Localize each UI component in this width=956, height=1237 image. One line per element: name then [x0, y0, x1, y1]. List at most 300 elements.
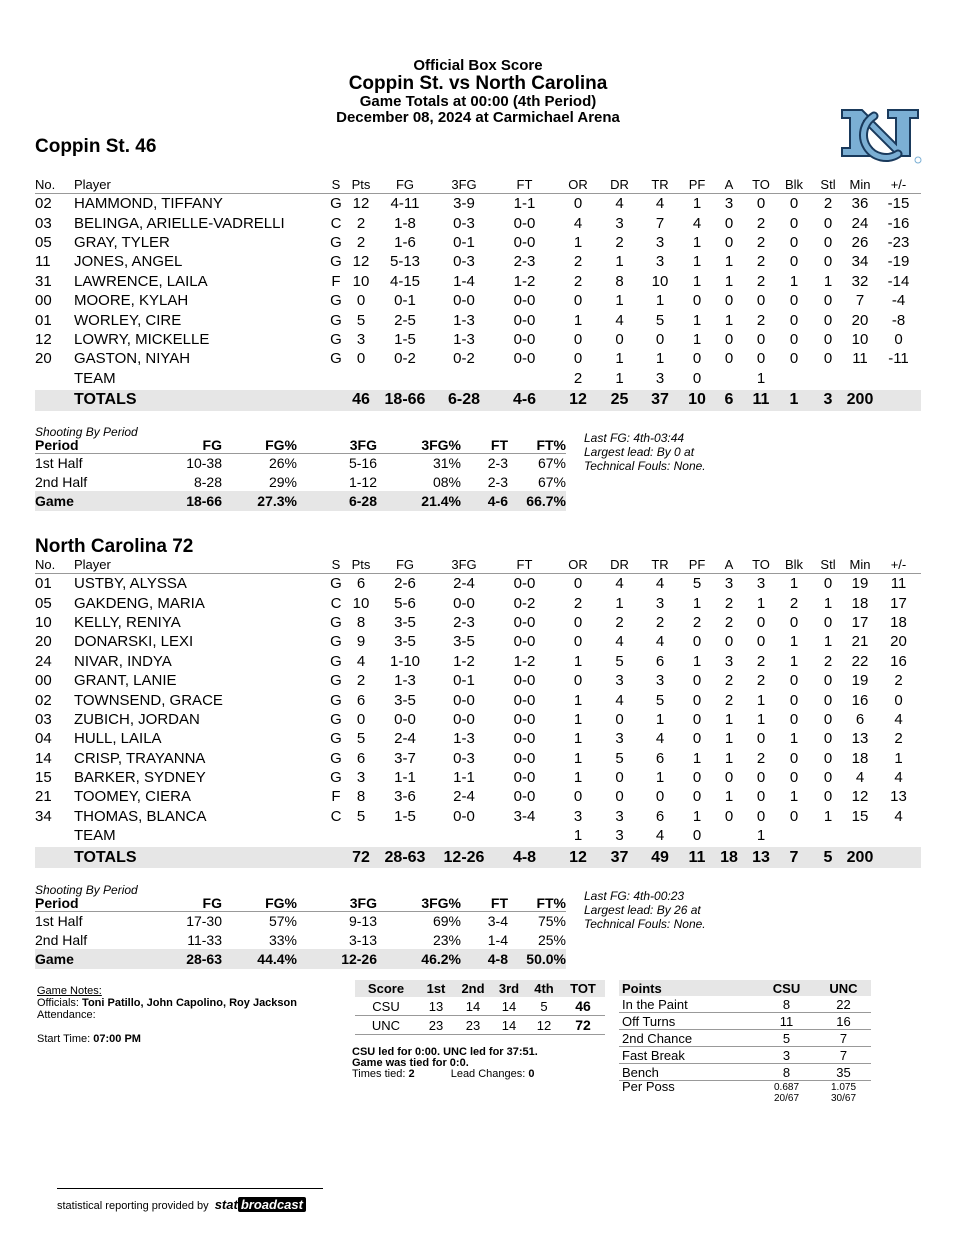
stat-cell: 00	[35, 292, 52, 310]
stat-cell: 3	[573, 807, 583, 825]
stat-cell: 0	[789, 311, 799, 329]
stat-cell	[776, 826, 812, 845]
stat-cell: JONES, ANGEL	[74, 253, 183, 271]
away-technicals: Technical Fouls: None.	[584, 459, 706, 473]
score-cell: 14	[491, 1016, 527, 1035]
box-header-row	[35, 176, 921, 194]
stat-cell: C	[330, 214, 342, 232]
stat-cell: GRANT, LANIE	[74, 672, 177, 690]
score-col-header: 1st	[417, 980, 455, 997]
stat-cell: 1	[573, 749, 583, 767]
stat-cell: 0	[573, 350, 583, 368]
col-header: +/-	[876, 556, 921, 574]
totals-cell	[876, 847, 921, 868]
player-row	[35, 613, 921, 632]
stat-cell: G	[330, 652, 342, 670]
stat-cell: 4	[615, 633, 624, 651]
shooting-game-row	[35, 491, 566, 511]
stat-cell: 3	[655, 233, 665, 251]
score-col-header: TOT	[561, 980, 605, 997]
stat-cell: 0-1	[453, 233, 475, 251]
points-cell: 8	[757, 996, 813, 1013]
points-row	[619, 1030, 871, 1047]
col-header: Pts	[346, 556, 376, 574]
stat-cell: 0	[789, 292, 799, 310]
stat-cell: 21	[851, 633, 869, 651]
points-cell: Fast Break	[619, 1047, 757, 1064]
shooting-row	[35, 473, 566, 492]
stat-cell: 8	[356, 788, 366, 806]
stat-cell: 10	[352, 594, 370, 612]
col-header: TO	[746, 556, 776, 574]
shooting-col-header: 3FG%	[377, 895, 461, 912]
stat-cell: 0	[724, 233, 734, 251]
stat-cell	[326, 369, 346, 388]
away-game-notes	[584, 431, 706, 473]
stat-cell: G	[330, 613, 342, 631]
stat-cell: 10	[352, 272, 370, 290]
stat-cell: 3	[724, 575, 734, 593]
stat-cell: 0	[823, 214, 833, 232]
totals-cell: 49	[638, 847, 682, 868]
stat-cell: 0	[823, 788, 833, 806]
stat-cell: 1	[655, 769, 665, 787]
stat-cell: 1-4	[453, 272, 475, 290]
totals-cell: 25	[601, 390, 638, 411]
game-notes-block	[37, 985, 337, 1045]
stat-cell: 0-0	[453, 807, 475, 825]
stat-cell: 0	[789, 233, 799, 251]
shooting-col-header: FG%	[222, 437, 297, 454]
score-cell: 23	[417, 1016, 455, 1035]
stat-cell: 0	[573, 788, 583, 806]
player-row	[35, 272, 921, 291]
stat-cell: 2	[756, 272, 766, 290]
stat-cell: 0-0	[513, 633, 536, 651]
totals-cell: 72	[346, 847, 376, 868]
shooting-cell: 2nd Half	[35, 931, 88, 948]
stat-cell: 0-0	[453, 710, 475, 728]
stat-cell: 0	[789, 749, 799, 767]
stat-cell: 2	[573, 272, 583, 290]
shooting-cell: 66.7%	[508, 491, 566, 511]
stat-cell: 0	[692, 710, 702, 728]
per-poss-csu	[757, 1081, 813, 1106]
stat-cell	[844, 369, 876, 388]
stat-cell: 0-0	[394, 710, 416, 728]
stat-cell: 1	[756, 710, 766, 728]
shooting-cell: 1-4	[487, 931, 508, 948]
stat-cell: 2	[356, 672, 366, 690]
stat-cell: 5	[356, 730, 366, 748]
player-row	[35, 574, 921, 594]
stat-cell: 3-5	[394, 691, 416, 709]
stat-cell	[812, 369, 844, 388]
stat-cell: 0	[756, 613, 766, 631]
score-header-row	[355, 980, 605, 997]
stat-cell: 0-0	[513, 730, 536, 748]
player-row	[35, 690, 921, 709]
stat-cell: 1-2	[513, 272, 536, 290]
player-row	[35, 807, 921, 826]
stat-cell: 3-4	[513, 807, 536, 825]
stat-cell: 0	[823, 672, 833, 690]
stat-cell: 0	[756, 769, 766, 787]
stat-cell: 3-5	[453, 633, 475, 651]
stat-cell: 19	[851, 672, 869, 690]
stat-cell: 0-0	[513, 575, 536, 593]
stat-cell: 3-6	[394, 788, 416, 806]
shooting-cell: 50.0%	[508, 949, 566, 969]
player-row	[35, 369, 921, 388]
stat-cell: 6	[356, 575, 366, 593]
stat-cell: 2	[789, 594, 799, 612]
stat-cell: 3	[615, 807, 624, 825]
shooting-col-header: FT%	[508, 437, 566, 454]
stat-cell: DONARSKI, LEXI	[74, 633, 194, 651]
stat-cell: 14	[35, 749, 52, 767]
shooting-cell: 75%	[537, 913, 566, 930]
stat-cell: 12	[352, 253, 370, 271]
stat-cell: 0	[573, 330, 583, 348]
totals-cell: 6-28	[434, 390, 494, 411]
stat-cell: 1	[692, 233, 702, 251]
stat-cell: NIVAR, INDYA	[74, 652, 172, 670]
stat-cell: 0	[724, 633, 734, 651]
stat-cell: 0-0	[513, 233, 536, 251]
col-header: No.	[35, 556, 74, 574]
stat-cell: 3	[655, 369, 665, 387]
stat-cell: 0	[615, 330, 624, 348]
shooting-cell: 2-3	[487, 473, 508, 490]
stat-cell: 0	[724, 350, 734, 368]
stat-cell: 0	[356, 292, 366, 310]
stat-cell: 22	[851, 652, 869, 670]
away-shooting-by-period	[35, 437, 566, 511]
stat-cell: 2-4	[453, 788, 475, 806]
stat-cell: 4	[855, 769, 865, 787]
shooting-col-header: FG	[145, 895, 222, 912]
stat-cell: -4	[891, 292, 906, 310]
stat-cell: 18	[851, 749, 869, 767]
stat-cell: 7	[655, 214, 665, 232]
stat-cell: 0	[615, 769, 624, 787]
stat-cell: 12	[851, 788, 869, 806]
stat-cell: 1	[692, 807, 702, 825]
shooting-col-header: Period	[35, 437, 145, 454]
stat-cell: 0	[756, 788, 766, 806]
stat-cell: 0	[823, 769, 833, 787]
col-header: 3FG	[434, 556, 494, 574]
stat-cell: 1	[573, 233, 583, 251]
stat-cell: 0	[692, 730, 702, 748]
stat-cell: 05	[35, 594, 52, 612]
stat-cell: 1	[724, 272, 734, 290]
stat-cell: 0	[615, 788, 624, 806]
stat-cell: G	[330, 350, 342, 368]
stat-cell: 0-0	[513, 292, 536, 310]
stat-cell: 1	[823, 807, 833, 825]
shooting-cell: 17-30	[186, 913, 222, 930]
stat-cell: 1	[573, 652, 583, 670]
stat-cell: 1	[573, 730, 583, 748]
stat-cell: 4	[894, 807, 903, 825]
stat-cell: 5	[356, 311, 366, 329]
stat-cell	[776, 369, 812, 388]
stat-cell: 9	[356, 633, 366, 651]
stat-cell: 2	[823, 195, 833, 213]
score-row	[355, 1016, 605, 1035]
stat-cell: 0-0	[513, 613, 536, 631]
stat-cell: 0	[789, 350, 799, 368]
stat-cell: 34	[851, 253, 869, 271]
stat-cell: 0	[894, 330, 903, 348]
points-cell: Per Poss	[622, 1079, 675, 1094]
stat-cell: 0	[789, 807, 799, 825]
totals-cell: 7	[776, 847, 812, 868]
stat-cell: 2	[756, 214, 766, 232]
totals-cell: 11	[746, 390, 776, 411]
stat-cell: 3-5	[394, 633, 416, 651]
away-largest-lead: Largest lead: By 0 at	[584, 445, 695, 459]
stat-cell: 1	[615, 350, 624, 368]
score-by-period	[355, 980, 605, 1035]
officials-line: Officials: Toni Patillo, John Capolino, Roy Jackson	[37, 997, 297, 1009]
stat-cell: 0-3	[453, 253, 475, 271]
stat-cell: 2	[573, 253, 583, 271]
stat-cell: 0	[356, 350, 366, 368]
stat-cell: 02	[35, 195, 52, 213]
stat-cell: 0	[692, 292, 702, 310]
points-row	[619, 1047, 871, 1064]
points-cell: 8	[757, 1064, 813, 1081]
shooting-cell: 08%	[432, 473, 461, 490]
stat-cell: 0	[756, 807, 766, 825]
shooting-cell: 67%	[537, 473, 566, 490]
stat-cell: G	[330, 575, 342, 593]
led-for-line: CSU led for 0:00. UNC led for 37:51.	[352, 1046, 538, 1058]
stat-cell: 1-10	[389, 652, 421, 670]
points-cell: 11	[757, 1013, 813, 1030]
totals-cell: 37	[601, 847, 638, 868]
stat-cell: 1	[573, 769, 583, 787]
stat-cell: ZUBICH, JORDAN	[74, 710, 200, 728]
stat-cell: 2	[692, 613, 702, 631]
col-header: Blk	[776, 556, 812, 574]
stat-cell: 02	[35, 691, 52, 709]
points-cell: 7	[813, 1030, 871, 1047]
stat-cell: 6	[655, 807, 665, 825]
stat-cell: 8	[615, 272, 624, 290]
totals-cell: 4-8	[494, 847, 555, 868]
player-row	[35, 729, 921, 748]
home-technicals: Technical Fouls: None.	[584, 917, 706, 931]
shooting-cell: 25%	[537, 931, 566, 948]
stat-cell: 2	[573, 369, 583, 387]
stat-cell: F	[331, 788, 341, 806]
points-col-header: CSU	[757, 980, 813, 996]
stat-cell: C	[330, 594, 342, 612]
stat-cell: 11	[852, 350, 868, 368]
stat-cell: 1	[789, 272, 799, 290]
stat-cell: 0	[789, 330, 799, 348]
per-poss-csu-fraction: 20/67	[773, 1093, 800, 1104]
shooting-cell: 9-13	[348, 913, 377, 930]
col-header: A	[712, 176, 746, 194]
shooting-cell: 4-8	[461, 949, 508, 969]
stat-cell: 5	[615, 652, 624, 670]
stat-cell: 2-4	[394, 730, 416, 748]
shooting-cell: 29%	[268, 473, 297, 490]
totals-cell: 10	[682, 390, 712, 411]
stat-cell: 0	[692, 369, 702, 387]
stat-cell: 1	[655, 292, 665, 310]
stat-cell: G	[330, 710, 342, 728]
stat-cell: 1	[724, 311, 734, 329]
totals-cell: 18	[712, 847, 746, 868]
stat-cell: -16	[887, 214, 910, 232]
stat-cell: 0	[655, 330, 665, 348]
score-col-header: 2nd	[455, 980, 491, 997]
stat-cell: G	[330, 730, 342, 748]
col-header: OR	[555, 176, 601, 194]
score-cell: 14	[491, 997, 527, 1016]
totals-cell: TOTALS	[74, 847, 326, 868]
stat-cell: 1	[724, 253, 734, 271]
stat-cell: 04	[35, 730, 52, 748]
totals-cell	[35, 847, 74, 868]
stat-cell: 1-5	[394, 807, 416, 825]
stat-cell: HAMMOND, TIFFANY	[74, 195, 223, 213]
stat-cell: 3-5	[394, 613, 416, 631]
stat-cell: 2	[615, 233, 624, 251]
stat-cell: 0	[692, 827, 702, 845]
stat-cell: 1	[615, 292, 624, 310]
stat-cell: 0-1	[453, 672, 475, 690]
stat-cell: 1	[756, 594, 766, 612]
points-cell: 7	[813, 1047, 871, 1064]
stat-cell: USTBY, ALYSSA	[74, 575, 187, 593]
shooting-cell: 1st Half	[35, 455, 83, 472]
shooting-cell: 1st Half	[35, 913, 83, 930]
player-row	[35, 213, 921, 232]
stat-cell: 4	[615, 575, 624, 593]
shooting-cell: 6-28	[297, 491, 377, 511]
stat-cell: G	[330, 292, 342, 310]
stat-cell: 0	[756, 730, 766, 748]
col-header: FG	[376, 176, 434, 194]
stat-cell: 0	[823, 253, 833, 271]
totals-cell: 6	[712, 390, 746, 411]
stat-cell: 0	[615, 710, 624, 728]
points-col-header: Points	[619, 980, 757, 996]
stat-cell: MOORE, KYLAH	[74, 292, 189, 310]
points-cell: 5	[757, 1030, 813, 1047]
shooting-row	[35, 912, 566, 931]
col-header: OR	[555, 556, 601, 574]
stat-cell	[876, 369, 921, 388]
shooting-cell: 31%	[432, 455, 461, 472]
stat-cell: 2	[823, 652, 833, 670]
stat-cell: 0	[756, 195, 766, 213]
stat-cell: 31	[35, 272, 52, 290]
stat-cell: 0	[692, 691, 702, 709]
stat-cell: 2	[756, 233, 766, 251]
stat-cell: 01	[35, 575, 52, 593]
unc-logo-icon	[836, 100, 924, 166]
stat-cell: 10	[35, 613, 52, 631]
shooting-header-row	[35, 895, 566, 912]
stat-cell: 01	[35, 311, 52, 329]
stat-cell: -19	[887, 253, 910, 271]
player-row	[35, 233, 921, 252]
points-header-row	[619, 980, 871, 996]
points-cell: 3	[757, 1047, 813, 1064]
player-row	[35, 252, 921, 271]
stat-cell: 0	[692, 350, 702, 368]
stat-cell: 5	[655, 691, 665, 709]
stat-cell: 5	[692, 575, 702, 593]
stat-cell: -11	[888, 350, 909, 368]
col-header: +/-	[876, 176, 921, 194]
stat-cell: 0-0	[513, 769, 536, 787]
stat-cell: 16	[851, 691, 869, 709]
stat-cell: 1	[655, 710, 665, 728]
stat-cell: 1	[692, 311, 702, 329]
stat-cell: 0-2	[513, 594, 536, 612]
stat-cell: 0-0	[453, 691, 475, 709]
stat-cell: 1-6	[394, 233, 416, 251]
home-box-score	[35, 556, 921, 868]
tied-for-line: Game was tied for 0:0.	[352, 1057, 469, 1069]
score-cell: 14	[455, 997, 491, 1016]
stat-cell: 1	[724, 710, 734, 728]
score-col-header: 3rd	[491, 980, 527, 997]
col-header: PF	[682, 176, 712, 194]
stat-cell: 4	[692, 214, 702, 232]
stat-cell: 1	[756, 827, 766, 845]
stat-cell: 1	[655, 350, 665, 368]
totals-cell: 4-6	[494, 390, 555, 411]
player-row	[35, 710, 921, 729]
per-poss-row	[619, 1081, 871, 1106]
stat-cell	[434, 369, 494, 388]
stat-cell: 0	[692, 769, 702, 787]
stat-cell: 1	[894, 749, 903, 767]
points-row	[619, 996, 871, 1013]
shooting-col-header: 3FG%	[377, 437, 461, 454]
shooting-col-header: 3FG	[297, 895, 377, 912]
stat-cell: 2	[655, 613, 665, 631]
stat-cell: 0	[573, 195, 583, 213]
col-header: A	[712, 556, 746, 574]
points-breakdown	[619, 980, 871, 1105]
stat-cell: 2	[756, 311, 766, 329]
totals-cell: 200	[844, 390, 876, 411]
stat-cell: 5	[615, 749, 624, 767]
game-status: Game Totals at 00:00 (4th Period)	[359, 93, 597, 110]
stat-cell: 2	[356, 233, 366, 251]
stat-cell: C	[330, 807, 342, 825]
shooting-cell: 57%	[268, 913, 297, 930]
stat-cell: 20	[851, 311, 869, 329]
score-col-header: 4th	[527, 980, 561, 997]
stat-cell: HULL, LAILA	[74, 730, 162, 748]
stat-cell: 1	[692, 272, 702, 290]
home-game-notes	[584, 889, 706, 931]
stat-cell: 0	[823, 233, 833, 251]
stat-cell: TOOMEY, CIERA	[74, 788, 191, 806]
